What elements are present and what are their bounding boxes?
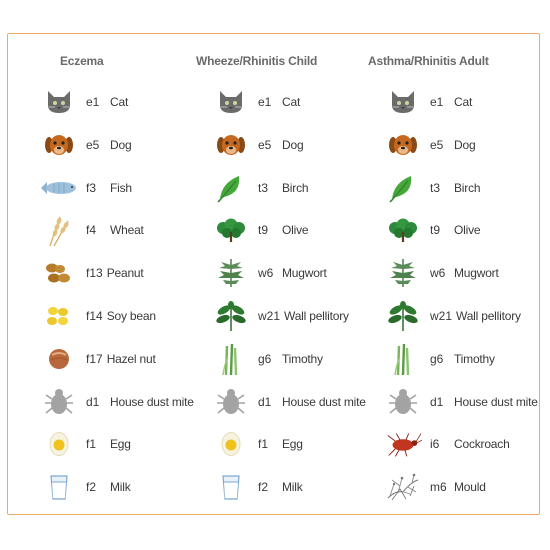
allergen-code: d1 <box>86 394 100 409</box>
allergen-code: f4 <box>86 223 97 238</box>
allergen-code: t3 <box>258 180 269 195</box>
allergen-code: f17 <box>86 351 103 366</box>
allergen-name: Hazel nut <box>106 351 156 366</box>
allergen-row <box>212 298 384 334</box>
allergen-name: Wall pellitory <box>284 309 349 323</box>
allergen-code: f1 <box>86 437 97 452</box>
allergen-name: Olive <box>454 223 481 238</box>
allergen-row <box>384 384 550 420</box>
column-header: Asthma/Rhinitis Adult <box>368 54 489 68</box>
allergen-code: f14 <box>86 309 103 323</box>
allergen-row <box>40 426 212 462</box>
hazel-nut-icon <box>40 342 78 376</box>
milk-icon <box>40 470 78 504</box>
allergen-name: Wall pellitory <box>456 309 521 323</box>
allergen-name: Fish <box>110 180 132 195</box>
allergen-name: House dust mite <box>282 394 366 409</box>
allergen-row <box>384 469 550 505</box>
allergen-row <box>40 170 212 206</box>
allergen-row <box>212 469 384 505</box>
allergen-row <box>212 170 384 206</box>
allergen-row <box>212 255 384 291</box>
allergen-row <box>384 298 550 334</box>
allergen-name: Mugwort <box>282 266 327 281</box>
allergen-name: Mugwort <box>454 266 499 281</box>
allergen-code: e1 <box>86 95 100 109</box>
allergen-row <box>212 426 384 462</box>
allergen-code: t9 <box>430 223 441 238</box>
allergen-row <box>384 341 550 377</box>
allergen-name: Cat <box>282 95 301 109</box>
allergen-code: w21 <box>258 309 281 323</box>
allergen-code: i6 <box>430 437 440 452</box>
fish-icon <box>40 171 78 205</box>
dust-mite-icon <box>40 385 78 419</box>
allergen-name: Cat <box>110 95 129 109</box>
allergen-code: t3 <box>430 180 441 195</box>
allergen-name: Milk <box>282 480 303 495</box>
allergen-row <box>40 212 212 248</box>
egg-icon <box>212 427 250 461</box>
allergen-name: Soy bean <box>106 309 156 323</box>
dog-icon <box>212 128 250 162</box>
mould-icon <box>384 470 422 504</box>
allergen-row <box>384 255 550 291</box>
allergen-code: f1 <box>258 437 269 452</box>
egg-icon <box>40 427 78 461</box>
allergen-code: w6 <box>258 266 274 281</box>
column-header: Eczema <box>60 54 104 68</box>
allergen-row <box>40 84 212 120</box>
allergen-row <box>212 384 384 420</box>
allergen-row <box>40 384 212 420</box>
allergen-row <box>212 341 384 377</box>
mugwort-icon <box>384 256 422 290</box>
allergen-row <box>384 212 550 248</box>
cat-icon <box>40 85 78 119</box>
cockroach-icon <box>384 427 422 461</box>
milk-icon <box>212 470 250 504</box>
allergen-code: e5 <box>258 137 272 152</box>
allergen-row <box>40 469 212 505</box>
allergen-name: House dust mite <box>454 394 538 409</box>
allergen-name: Egg <box>282 437 303 452</box>
allergen-name: Dog <box>110 137 132 152</box>
wall-pellitory-icon <box>212 299 250 333</box>
allergen-row <box>212 212 384 248</box>
allergen-name: Timothy <box>282 351 323 366</box>
timothy-icon <box>212 342 250 376</box>
allergen-code: m6 <box>430 480 447 495</box>
dog-icon <box>384 128 422 162</box>
allergen-code: d1 <box>258 394 272 409</box>
dust-mite-icon <box>384 385 422 419</box>
peanut-icon <box>40 256 78 290</box>
allergen-code: e1 <box>430 95 444 109</box>
allergen-row <box>384 84 550 120</box>
cat-icon <box>212 85 250 119</box>
allergen-name: Milk <box>110 480 131 495</box>
allergen-code: e5 <box>430 137 444 152</box>
wall-pellitory-icon <box>384 299 422 333</box>
allergen-code: f3 <box>86 180 97 195</box>
allergen-code: w6 <box>430 266 446 281</box>
allergen-code: e1 <box>258 95 272 109</box>
allergen-code: w21 <box>430 309 453 323</box>
allergen-name: Birch <box>282 180 309 195</box>
allergen-name: Mould <box>454 480 486 495</box>
allergen-code: e5 <box>86 137 100 152</box>
allergen-code: g6 <box>430 351 444 366</box>
olive-icon <box>384 213 422 247</box>
allergen-name: Egg <box>110 437 131 452</box>
allergen-name: Wheat <box>110 223 144 238</box>
allergen-panel <box>7 33 540 515</box>
allergen-code: f2 <box>258 480 269 495</box>
allergen-row <box>212 127 384 163</box>
cat-icon <box>384 85 422 119</box>
wheat-icon <box>40 213 78 247</box>
allergen-row <box>40 255 212 291</box>
birch-icon <box>384 171 422 205</box>
allergen-name: Cockroach <box>454 437 510 452</box>
allergen-row <box>212 84 384 120</box>
allergen-name: Cat <box>454 95 473 109</box>
allergen-row <box>384 127 550 163</box>
allergen-row <box>40 127 212 163</box>
allergen-code: f13 <box>86 266 103 281</box>
allergen-name: House dust mite <box>110 394 194 409</box>
birch-icon <box>212 171 250 205</box>
olive-icon <box>212 213 250 247</box>
dog-icon <box>40 128 78 162</box>
allergen-name: Birch <box>454 180 481 195</box>
column-header: Wheeze/Rhinitis Child <box>196 54 318 68</box>
allergen-row <box>384 170 550 206</box>
allergen-code: g6 <box>258 351 272 366</box>
dust-mite-icon <box>212 385 250 419</box>
allergen-code: d1 <box>430 394 444 409</box>
timothy-icon <box>384 342 422 376</box>
allergen-row <box>40 298 212 334</box>
allergen-name: Dog <box>454 137 476 152</box>
allergen-code: f2 <box>86 480 97 495</box>
allergen-name: Peanut <box>106 266 144 281</box>
allergen-name: Timothy <box>454 351 495 366</box>
mugwort-icon <box>212 256 250 290</box>
allergen-row <box>40 341 212 377</box>
allergen-name: Dog <box>282 137 304 152</box>
allergen-name: Olive <box>282 223 309 238</box>
soy-bean-icon <box>40 299 78 333</box>
allergen-code: t9 <box>258 223 269 238</box>
allergen-row <box>384 426 550 462</box>
